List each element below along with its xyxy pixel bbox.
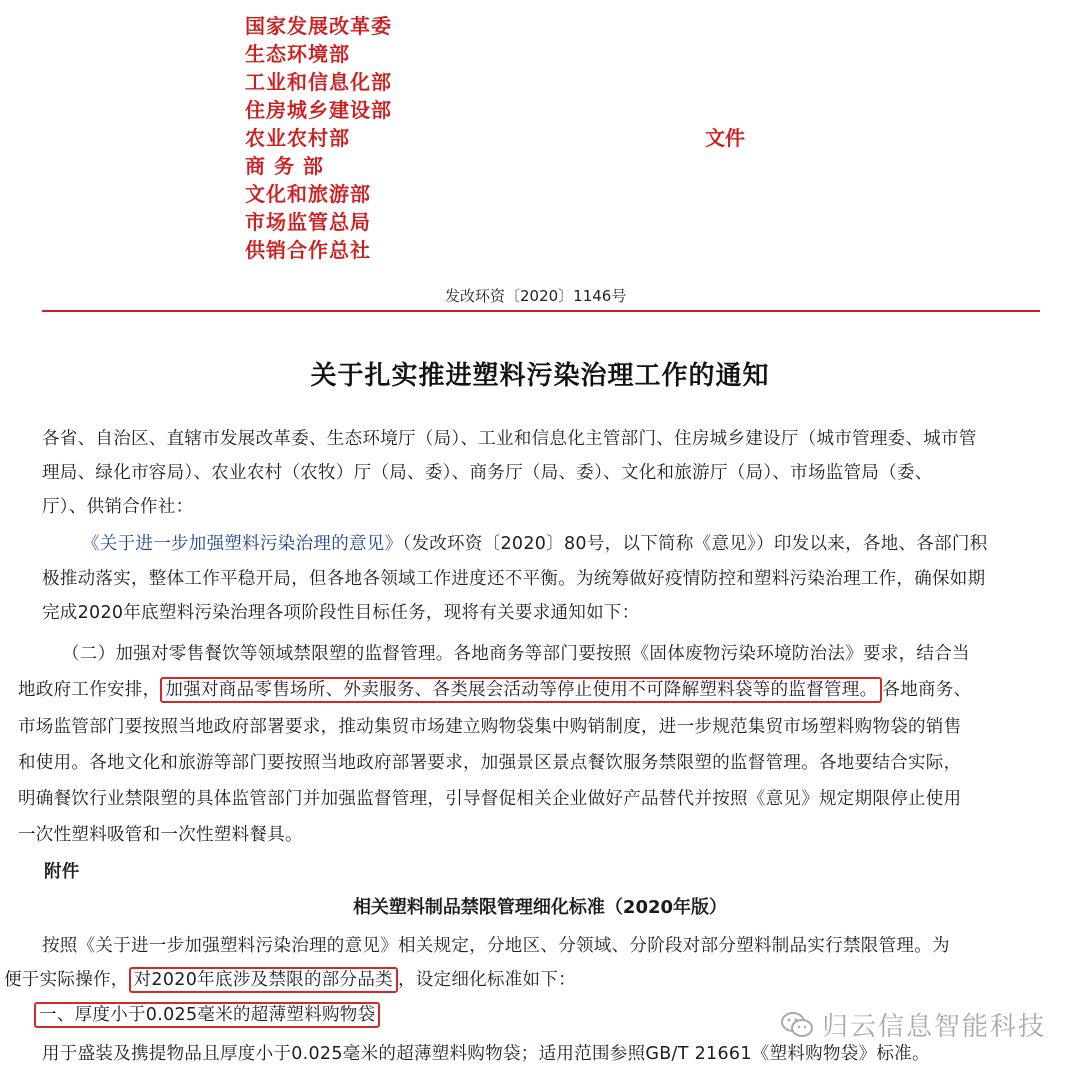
text-line — [34, 1001, 380, 1026]
page-title: 关于扎实推进塑料污染治理工作的通知 — [310, 361, 770, 391]
agency-name: 文化和旅游部 — [245, 182, 371, 206]
agency-name: 市场监管总局 — [245, 210, 371, 234]
agency-name: 工业和信息化部 — [245, 70, 392, 94]
attachment-title: 相关塑料制品禁限管理细化标准（2020年版） — [352, 897, 728, 918]
agency-name: 商 务 部 — [245, 154, 324, 178]
text-line: 用于盛装及携提物品且厚度小于0.025毫米的超薄塑料购物袋；适用范围参照GB/T 21661《塑料购物袋》标准。 — [42, 1044, 930, 1064]
highlight-box: 对2020年底涉及禁限的部分品类 — [129, 967, 398, 993]
agency-name: 住房城乡建设部 — [245, 98, 392, 122]
header-divider — [42, 310, 1040, 312]
agency-name: 农业农村部 — [245, 126, 350, 150]
agency-name: 国家发展改革委 — [245, 14, 392, 38]
watermark — [780, 1006, 1046, 1043]
text-line — [4, 966, 576, 991]
highlight-box: 加强对商品零售场所、外卖服务、各类展会活动等停止使用不可降解塑料袋等的监督管理。 — [160, 677, 882, 703]
text-segment: 各地商务、 — [882, 680, 972, 700]
text-line: 和使用。各地文化和旅游等部门要按照当地政府部署要求，加强景区景点餐饮服务禁限塑的监督管理。各地要结合实际， — [18, 753, 962, 773]
text-segment: （发改环资〔2020〕80号，以下简称《意见》）印发以来，各地、各部门积 — [402, 534, 988, 554]
text-line: 市场监管部门要按照当地政府部署要求，推动集贸市场建立购物袋集中购销制度，进一步规范集贸市场塑料购物袋的销售 — [18, 717, 962, 737]
text-line: 完成2020年底塑料污染治理各项阶段性目标任务，现将有关要求通知如下： — [42, 603, 640, 623]
text-line: 厅）、供销合作社： — [42, 497, 194, 517]
text-line: 明确餐饮行业禁限塑的具体监管部门并加强监督管理，引导督促相关企业做好产品替代并按照《意见》规定期限停止使用 — [18, 789, 962, 809]
text-line: 极推动落实，整体工作平稳开局，但各地各领域工作进度还不平衡。为统筹做好疫情防控和塑料污染治理工作，确保如期 — [42, 569, 986, 589]
highlight-box: 一、厚度小于0.025毫米的超薄塑料购物袋 — [34, 1002, 380, 1028]
text-line: 一次性塑料吸管和一次性塑料餐具。 — [18, 825, 303, 845]
attachment-label: 附件 — [44, 862, 80, 882]
text-line — [18, 676, 971, 701]
text-segment: 便于实际操作， — [4, 970, 129, 990]
text-line — [82, 530, 988, 555]
text-line: 各省、自治区、直辖市发展改革委、生态环境厅（局）、工业和信息化主管部门、住房城乡建设厅（城市管理委、城市管 — [42, 429, 977, 449]
doc-number: 发改环资〔2020〕1146号 — [445, 287, 627, 305]
text-line: 理局、绿化市容局）、农业农村（农牧）厅（局、委）、商务厅（局、委）、文化和旅游厅（局）、市场监管局（委、 — [42, 463, 933, 483]
wechat-icon — [780, 1011, 814, 1039]
file-label: 文件 — [705, 126, 745, 150]
agency-name: 供销合作总社 — [245, 238, 371, 262]
agency-name: 生态环境部 — [245, 42, 350, 66]
referenced-doc-link[interactable]: 《关于进一步加强塑料污染治理的意见》 — [82, 534, 403, 554]
text-segment: ，设定细化标准如下： — [397, 970, 576, 990]
text-segment: 地政府工作安排， — [18, 680, 161, 700]
text-line: 按照《关于进一步加强塑料污染治理的意见》相关规定，分地区、分领域、分阶段对部分塑料制品实行禁限管理。为 — [42, 936, 950, 956]
text-line: （二）加强对零售餐饮等领域禁限塑的监督管理。各地商务等部门要按照《固体废物污染环境防治法》要求，结合当 — [62, 644, 970, 664]
watermark-text: 归云信息智能科技 — [821, 1012, 1046, 1042]
